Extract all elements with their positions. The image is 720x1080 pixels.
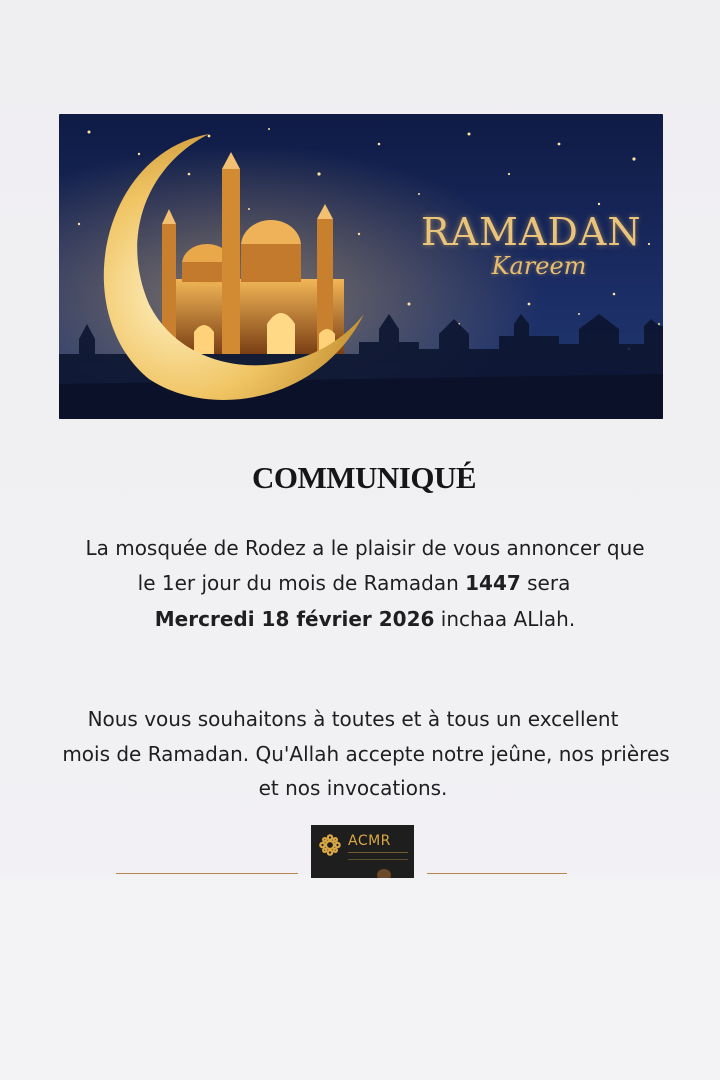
divider-right bbox=[427, 873, 567, 874]
wishes-paragraph bbox=[0, 701, 720, 811]
divider-left bbox=[116, 873, 298, 874]
page-title: COMMUNIQUÉ bbox=[251, 460, 477, 495]
announcement-line-3-end: inchaa ALlah. bbox=[434, 607, 576, 631]
banner-title: RAMADAN bbox=[421, 210, 642, 254]
banner-subtitle: Kareem bbox=[491, 252, 587, 280]
wishes-line-3: et nos invocations. bbox=[258, 776, 448, 800]
acmr-logo bbox=[311, 825, 414, 878]
announcement-line-3 bbox=[0, 601, 720, 637]
announcement-line-1: La mosquée de Rodez a le plaisir de vous annoncer que bbox=[85, 536, 645, 560]
announcement-date: Mercredi 18 février 2026 bbox=[154, 607, 435, 631]
acmr-logo-text: ACMR bbox=[348, 833, 391, 849]
wishes-line-1: Nous vous souhaitons à toutes et à tous un excellent bbox=[87, 707, 619, 731]
announcement-line-2-end: sera bbox=[520, 571, 571, 595]
acmr-logo-tagline bbox=[348, 852, 408, 860]
announcement-paragraph bbox=[0, 530, 720, 640]
announcement-line-2 bbox=[0, 565, 708, 601]
announcement-year: 1447 bbox=[465, 571, 521, 595]
ramadan-banner-image bbox=[59, 114, 663, 419]
acmr-emblem-icon bbox=[319, 834, 341, 856]
announcement-line-2-text: le 1er jour du mois de Ramadan bbox=[137, 571, 466, 595]
logo-detail bbox=[377, 869, 391, 878]
page-bottom-area bbox=[0, 875, 720, 1080]
wishes-line-2: mois de Ramadan. Qu'Allah accepte notre jeûne, nos prières bbox=[62, 742, 670, 766]
